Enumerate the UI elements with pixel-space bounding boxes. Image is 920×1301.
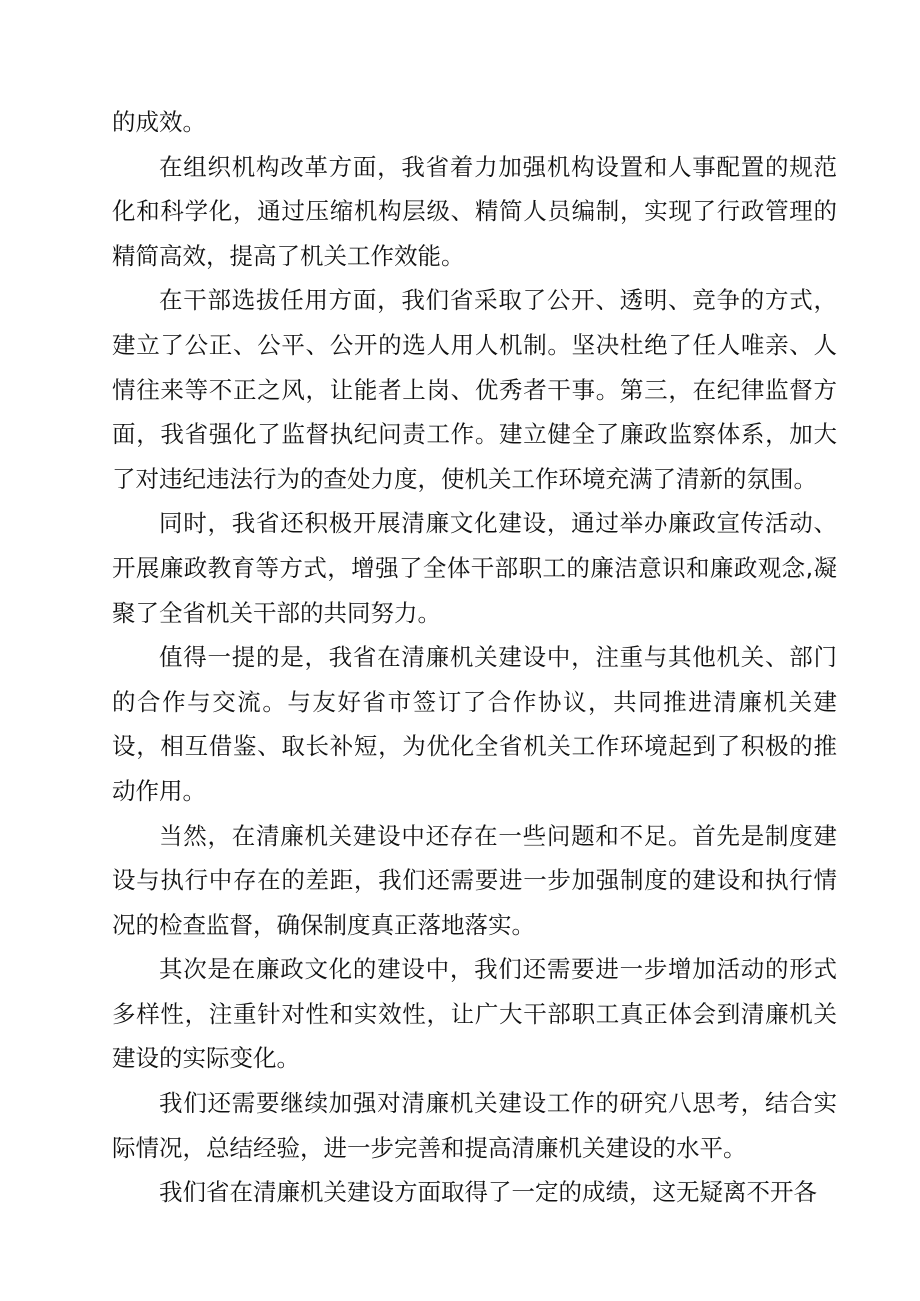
paragraph: 我们省在清廉机关建设方面取得了一定的成绩，这无疑离不开各 bbox=[159, 1178, 817, 1207]
paragraph: 在组织机构改革方面，我省着力加强机构设置和人事配置的规范化和科学化，通过压缩机构层级、精简人员编制，实现了行政管理的精简高效，提高了机关工作效能。 bbox=[112, 152, 837, 270]
paragraph: 的成效。 bbox=[112, 108, 206, 136]
paragraph: 在干部选拔任用方面，我们省采取了公开、透明、竞争的方式，建立了公正、公平、公开的选人用人机制。坚决杜绝了任人唯亲、人情往来等不正之风，让能者上岗、优秀者干事。第三，在纪律监督方面，我省强化了监督执纪问责工作。建立健全了廉政监察体系，加大了对违纪违法行为的查处力度，使机关工作环境充满了清新的氛围。 bbox=[112, 286, 837, 493]
paragraph: 同时，我省还积极开展清廉文化建设，通过举办廉政宣传活动、开展廉政教育等方式，增强了全体干部职工的廉洁意识和廉政观念,凝聚了全省机关干部的共同努力。 bbox=[112, 509, 837, 627]
document-body bbox=[112, 100, 837, 1215]
paragraph: 其次是在廉政文化的建设中，我们还需要进一步增加活动的形式多样性，注重针对性和实效性，让广大干部职工真正体会到清廉机关建设的实际变化。 bbox=[112, 955, 837, 1073]
paragraph: 当然，在清廉机关建设中还存在一些问题和不足。首先是制度建设与执行中存在的差距，我们还需要进一步加强制度的建设和执行情况的检查监督，确保制度真正落地落实。 bbox=[112, 821, 837, 939]
paragraph: 值得一提的是，我省在清廉机关建设中，注重与其他机关、部门的合作与交流。与友好省市签订了合作协议，共同推进清廉机关建设，相互借鉴、取长补短，为优化全省机关工作环境起到了积极的推动作用。 bbox=[112, 643, 837, 805]
paragraph: 我们还需要继续加强对清廉机关建设工作的研究八思考，结合实际情况，总结经验，进一步完善和提高清廉机关建设的水平。 bbox=[112, 1089, 837, 1162]
